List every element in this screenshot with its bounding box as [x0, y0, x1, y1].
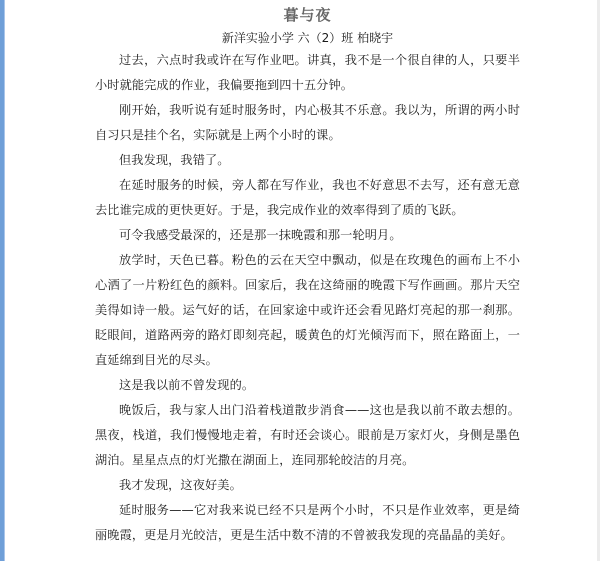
paragraph: 但我发现，我错了。: [119, 153, 230, 167]
paragraph: 这是我以前不曾发现的。: [119, 378, 255, 392]
window-left-border: [0, 0, 5, 561]
paragraph: 可令我感受最深的，还是那一抹晚霞和那一轮明月。: [119, 228, 402, 242]
document-page: [95, 0, 520, 548]
paragraph: 在延时服务的时候，旁人都在写作业，我也不好意思不去写，还有意无意去比谁完成的更快更好。于是，我完成作业的效率得到了质的飞跃。: [95, 178, 520, 217]
paragraph: 放学时，天色已暮。粉色的云在天空中飘动，似是在玫瑰色的画布上不小心洒了一片粉红色的颜料。回家后，我在这绮丽的晚霞下写作画画。那片天空美得如诗一般。运气好的话，在回家途中或许还会看见路灯亮起的那一刹那。眨眼间，道路两旁的路灯即刻亮起，暖黄色的灯光倾泻而下，照在路面上，一直延绵到目光的尽头。: [95, 253, 520, 367]
essay-title: 暮与夜: [283, 6, 332, 24]
author-byline: 新洋实验小学 六（2）班 柏晓宇: [221, 31, 394, 45]
paragraph: 延时服务——它对我来说已经不只是两个小时，不只是作业效率，更是绮丽晚霞，更是月光皎洁，更是生活中数不清的不曾被我发现的亮晶晶的美好。: [95, 503, 520, 542]
paragraph: 过去，六点时我或许在写作业吧。讲真，我不是一个很自律的人，只要半小时就能完成的作业，我偏要拖到四十五分钟。: [95, 53, 520, 92]
paragraph: 晚饭后，我与家人出门沿着栈道散步消食——这也是我以前不敢去想的。黑夜，栈道，我们慢慢地走着，有时还会谈心。眼前是万家灯火，身侧是墨色湖泊。星星点点的灯光撒在湖面上，连同那轮皎洁的月亮。: [95, 403, 520, 467]
paragraph: 我才发现，这夜好美。: [119, 478, 242, 492]
paragraph: 刚开始，我听说有延时服务时，内心极其不乐意。我以为，所谓的两小时自习只是挂个名，实际就是上两个小时的课。: [95, 103, 520, 142]
